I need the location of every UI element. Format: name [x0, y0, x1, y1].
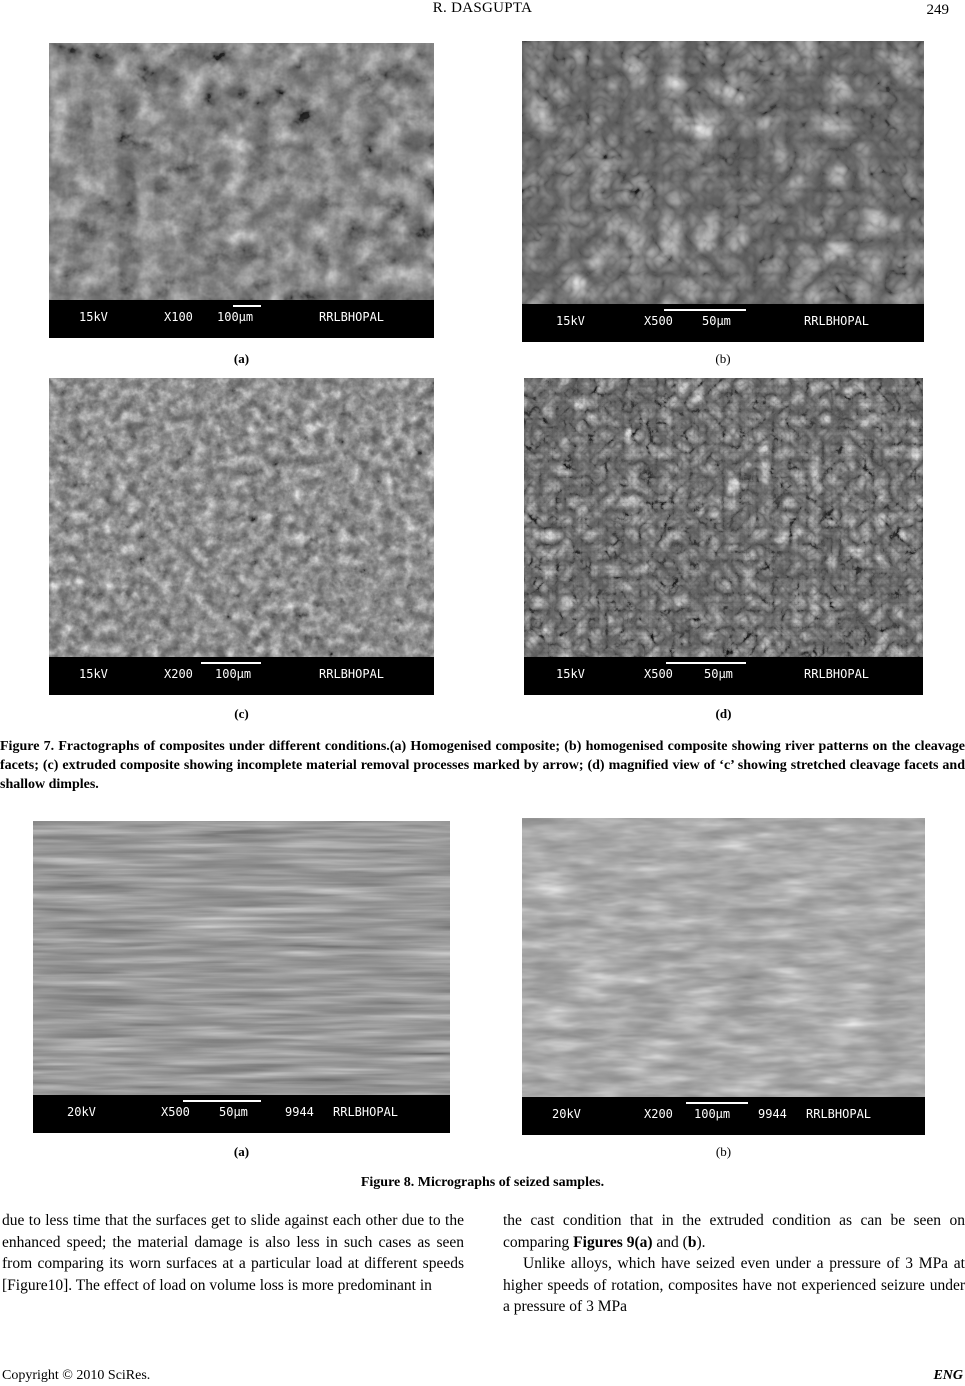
sem-magnification: X200 [164, 667, 193, 681]
sem-lab: RRLBHOPAL [804, 667, 870, 681]
page-number: 249 [926, 2, 949, 18]
sem-scale-bar [666, 662, 746, 664]
sem-scale-bar [664, 309, 746, 311]
text-run: the cast condition that in the extruded condition as can be seen on comparing [503, 1212, 965, 1251]
fig8-panel-b-image [522, 818, 925, 1135]
sem-voltage: 15kV [79, 667, 108, 681]
sem-magnification: X500 [161, 1105, 190, 1119]
sem-voltage: 20kV [552, 1107, 581, 1121]
sem-voltage: 15kV [556, 314, 585, 328]
sem-texture [522, 818, 925, 1135]
text-run: ). [696, 1233, 706, 1251]
paragraph [503, 1210, 965, 1253]
fig7-label-a: (a) [233, 351, 250, 366]
sem-databar [33, 1095, 450, 1133]
sem-texture [49, 43, 434, 338]
fig7-panel-c-image [49, 378, 434, 695]
fig8-label-a: (a) [233, 1144, 250, 1159]
sem-lab: RRLBHOPAL [806, 1107, 872, 1121]
paragraph: due to less time that the surfaces get to slide against each other due to the enhanced speed; the material damage is also less in such cases as seen from comparing its worn surfaces at a particular load at different speeds [Figure10]. The effect of load on volume loss is more predominant in [2, 1212, 464, 1294]
fig7-panel-d-image [524, 378, 923, 695]
sem-scale: 100µm [217, 310, 254, 324]
paragraph: Unlike alloys, which have seized even under a pressure of 3 MPa at higher speeds of rotation, composites have not experienced seizure under a pressure of 3 MPa [503, 1255, 965, 1316]
sem-scale: 100µm [694, 1107, 731, 1121]
text-run: and ( [652, 1233, 688, 1251]
sem-magnification: X500 [644, 667, 673, 681]
sem-scale: 50µm [219, 1105, 248, 1119]
body-column-left [2, 1210, 464, 1296]
running-header-author: R. DASGUPTA [432, 0, 533, 16]
sem-databar [522, 1097, 925, 1135]
fig7-label-c: (c) [234, 706, 249, 721]
sem-databar [522, 304, 924, 342]
fig7-panel-b-image [522, 41, 924, 342]
fig7-panel-a-image [49, 43, 434, 338]
fig7-label-b: (b) [715, 351, 731, 366]
sem-databar [49, 300, 434, 338]
sem-texture [522, 41, 924, 342]
figure7-caption: Figure 7. Fractographs of composites under different conditions.(a) Homogenised composite; (b) homogenised composite showing river patterns on the cleavage facets; (c) extruded composite showing incomplete material removal processes marked by arrow; (d) magnified view of ‘c’ showing stretched cleavage facets and shallow dimples. [0, 739, 965, 792]
sem-scale: 50µm [702, 314, 731, 328]
sem-scale: 100µm [215, 667, 252, 681]
sem-lab: RRLBHOPAL [804, 314, 870, 328]
fig8-label-b: (b) [715, 1144, 732, 1159]
sem-magnification: X500 [644, 314, 673, 328]
sem-texture [524, 378, 923, 695]
sem-magnification: X100 [164, 310, 193, 324]
sem-voltage: 20kV [67, 1105, 96, 1119]
footer-copyright: Copyright © 2010 SciRes. [2, 1368, 151, 1383]
body-column-right [503, 1210, 965, 1318]
sem-scale-bar [201, 662, 261, 664]
sem-databar [524, 657, 923, 695]
sem-scale-bar [233, 305, 261, 307]
fig8-panel-a-image [33, 821, 450, 1133]
sem-texture [33, 821, 450, 1133]
sem-scale-bar [183, 1100, 261, 1102]
sem-voltage: 15kV [556, 667, 585, 681]
sem-lab: RRLBHOPAL [319, 667, 385, 681]
footer-journal: ENG [933, 1368, 963, 1383]
figure-ref: Figures 9(a) [573, 1233, 653, 1251]
figure8-caption: Figure 8. Micrographs of seized samples. [360, 1175, 605, 1190]
sem-lab: RRLBHOPAL [319, 310, 385, 324]
sem-texture [49, 378, 434, 695]
sem-code: 9944 [758, 1107, 787, 1121]
fig7-label-d: (d) [715, 706, 732, 721]
sem-code: 9944 [285, 1105, 314, 1119]
sem-voltage: 15kV [79, 310, 108, 324]
figure-ref: b [687, 1233, 697, 1251]
sem-magnification: X200 [644, 1107, 673, 1121]
sem-scale: 50µm [704, 667, 733, 681]
sem-databar [49, 657, 434, 695]
sem-lab: RRLBHOPAL [333, 1105, 399, 1119]
sem-scale-bar [686, 1102, 748, 1104]
